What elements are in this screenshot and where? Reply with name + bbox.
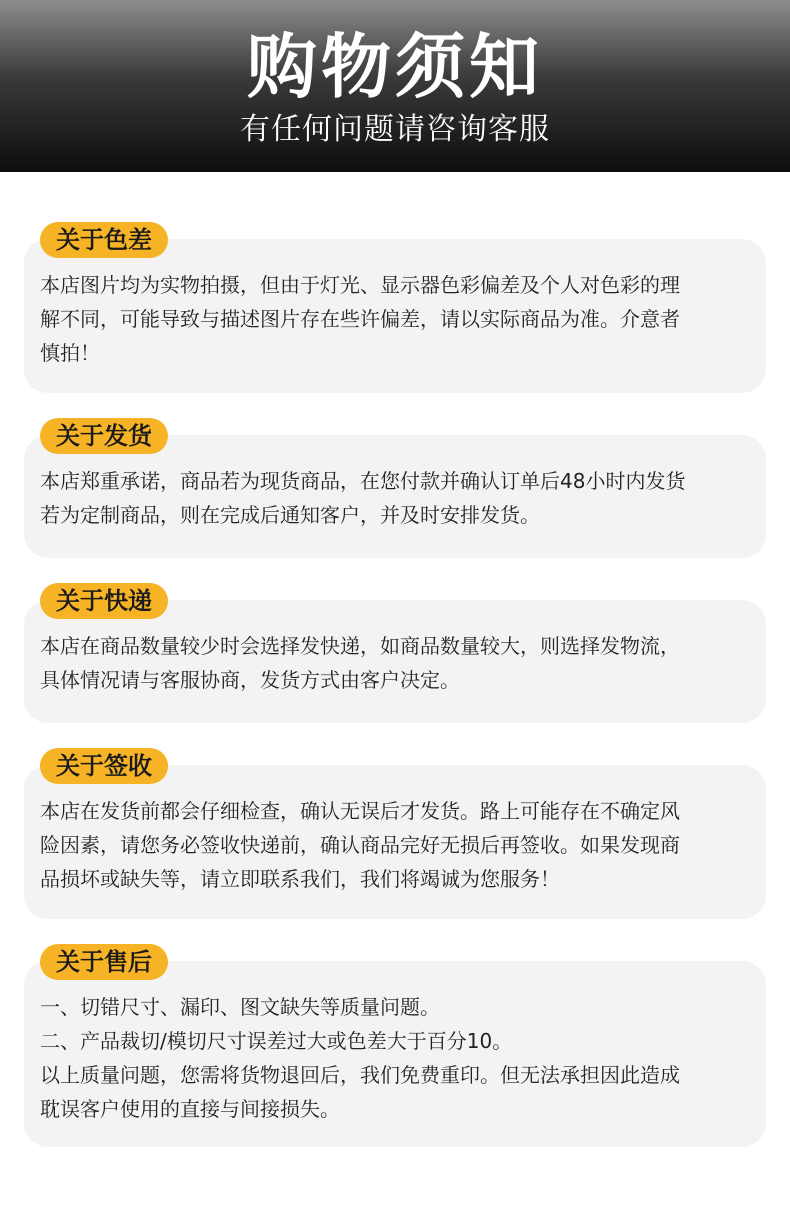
section-body xyxy=(40,794,756,896)
section-heading-badge: 关于发货 xyxy=(40,418,168,454)
body-line: 险因素，请您务必签收快递前，确认商品完好无损后再签收。如果发现商 xyxy=(40,833,680,857)
body-line: 本店图片均为实物拍摄，但由于灯光、显示器色彩偏差及个人对色彩的理 xyxy=(40,273,680,297)
body-line: 本店郑重承诺，商品若为现货商品，在您付款并确认订单后48小时内发货 xyxy=(40,469,686,493)
section-body xyxy=(40,990,756,1126)
body-line: 一、切错尺寸、漏印、图文缺失等质量问题。 xyxy=(40,995,440,1019)
body-line: 解不同，可能导致与描述图片存在些许偏差，请以实际商品为准。介意者 xyxy=(40,307,680,331)
section-color-difference xyxy=(24,222,766,393)
section-heading-badge: 关于签收 xyxy=(40,748,168,784)
section-body xyxy=(40,268,756,370)
body-line: 本店在发货前都会仔细检查，确认无误后才发货。路上可能存在不确定风 xyxy=(40,799,680,823)
section-courier xyxy=(24,583,766,723)
section-after-sales xyxy=(24,944,766,1147)
section-heading-badge: 关于快递 xyxy=(40,583,168,619)
section-body xyxy=(40,464,756,532)
section-shipping xyxy=(24,418,766,558)
body-line: 若为定制商品，则在完成后通知客户，并及时安排发货。 xyxy=(40,503,540,527)
body-line: 具体情况请与客服协商，发货方式由客户决定。 xyxy=(40,668,460,692)
page-title: 购物须知 xyxy=(247,26,543,108)
section-body xyxy=(40,629,756,697)
section-heading-badge: 关于色差 xyxy=(40,222,168,258)
body-line: 以上质量问题，您需将货物退回后，我们免费重印。但无法承担因此造成 xyxy=(40,1063,680,1087)
body-line: 本店在商品数量较少时会选择发快递，如商品数量较大，则选择发物流， xyxy=(40,634,680,658)
header-banner xyxy=(0,0,790,172)
body-line: 二、产品裁切/模切尺寸误差过大或色差大于百分10。 xyxy=(40,1029,513,1053)
body-line: 品损坏或缺失等，请立即联系我们，我们将竭诚为您服务！ xyxy=(40,867,560,891)
section-receipt xyxy=(24,748,766,919)
section-heading-badge: 关于售后 xyxy=(40,944,168,980)
page-subtitle: 有任何问题请咨询客服 xyxy=(240,112,550,147)
body-line: 耽误客户使用的直接与间接损失。 xyxy=(40,1097,340,1121)
body-line: 慎拍！ xyxy=(40,341,100,365)
